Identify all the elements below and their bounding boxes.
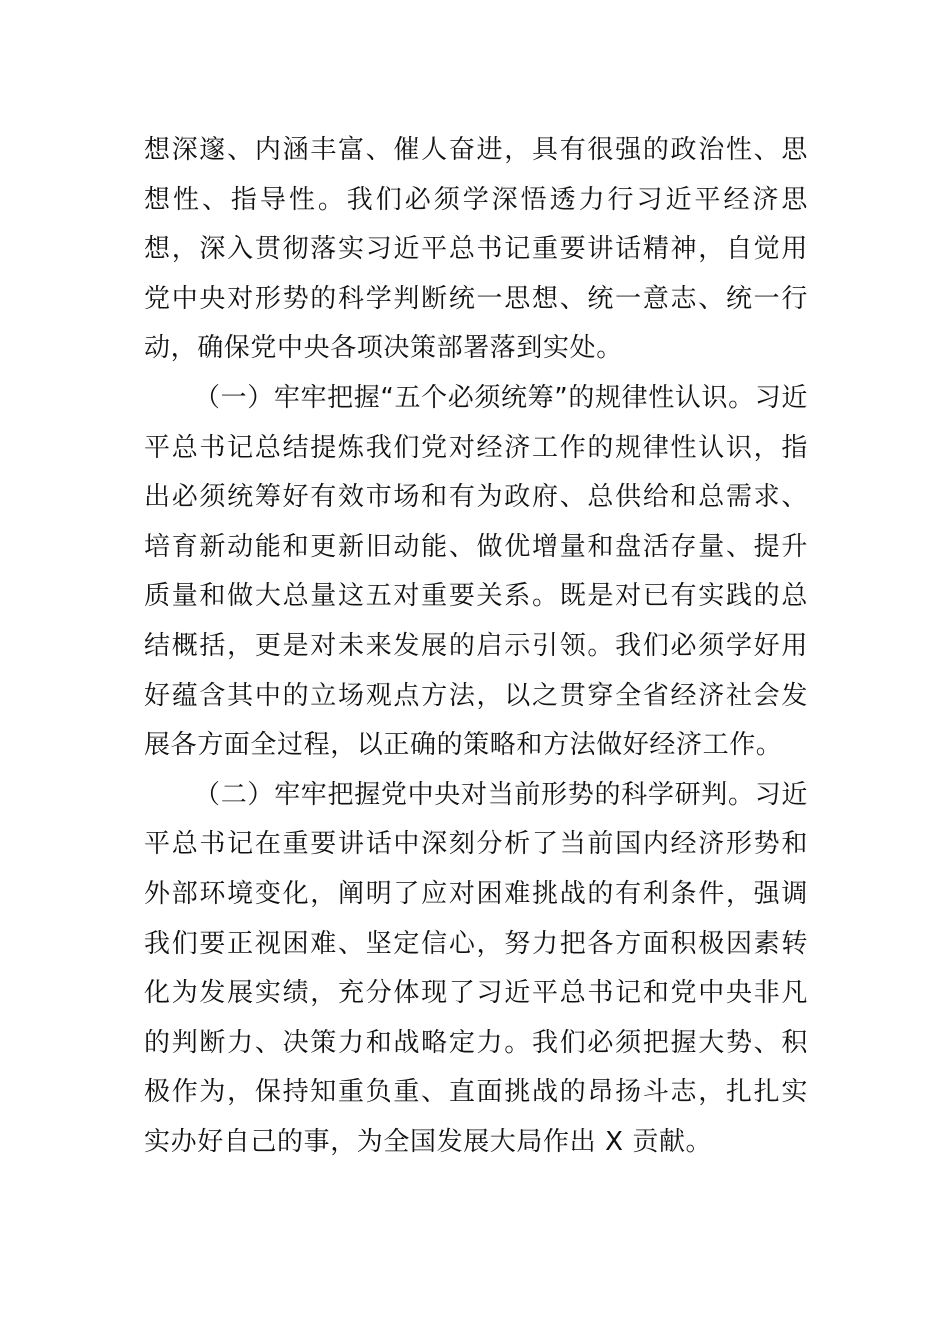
document-body — [144, 126, 808, 1167]
paragraph-section-two: （二）牢牢把握党中央对当前形势的科学研判。习近平总书记在重要讲话中深刻分析了当前国内经济形势和外部环境变化，阐明了应对困难挑战的有利条件，强调我们要正视困难、坚定信心，努力把各方面积极因素转化为发展实绩，充分体现了习近平总书记和党中央非凡的判断力、决策力和战略定力。我们必须把握大势、积极作为，保持知重负重、直面挑战的昂扬斗志，扎扎实实办好自己的事，为全国发展大局作出 X 贡献。 — [144, 779, 808, 1157]
paragraph-section-one: （一）牢牢把握“五个必须统筹”的规律性认识。习近平总书记总结提炼我们党对经济工作的规律性认识，指出必须统筹好有效市场和有为政府、总供给和总需求、培育新动能和更新旧动能、做优增量和盘活存量、提升质量和做大总量这五对重要关系。既是对已有实践的总结概括，更是对未来发展的启示引领。我们必须学好用好蕴含其中的立场观点方法，以之贯穿全省经济社会发展各方面全过程，以正确的策略和方法做好经济工作。 — [144, 382, 808, 761]
paragraph-continuation: 想深邃、内涵丰富、催人奋进，具有很强的政治性、思想性、指导性。我们必须学深悟透力行习近平经济思想，深入贯彻落实习近平总书记重要讲话精神，自觉用党中央对形势的科学判断统一思想、统一意志、统一行动，确保党中央各项决策部署落到实处。 — [144, 135, 808, 364]
